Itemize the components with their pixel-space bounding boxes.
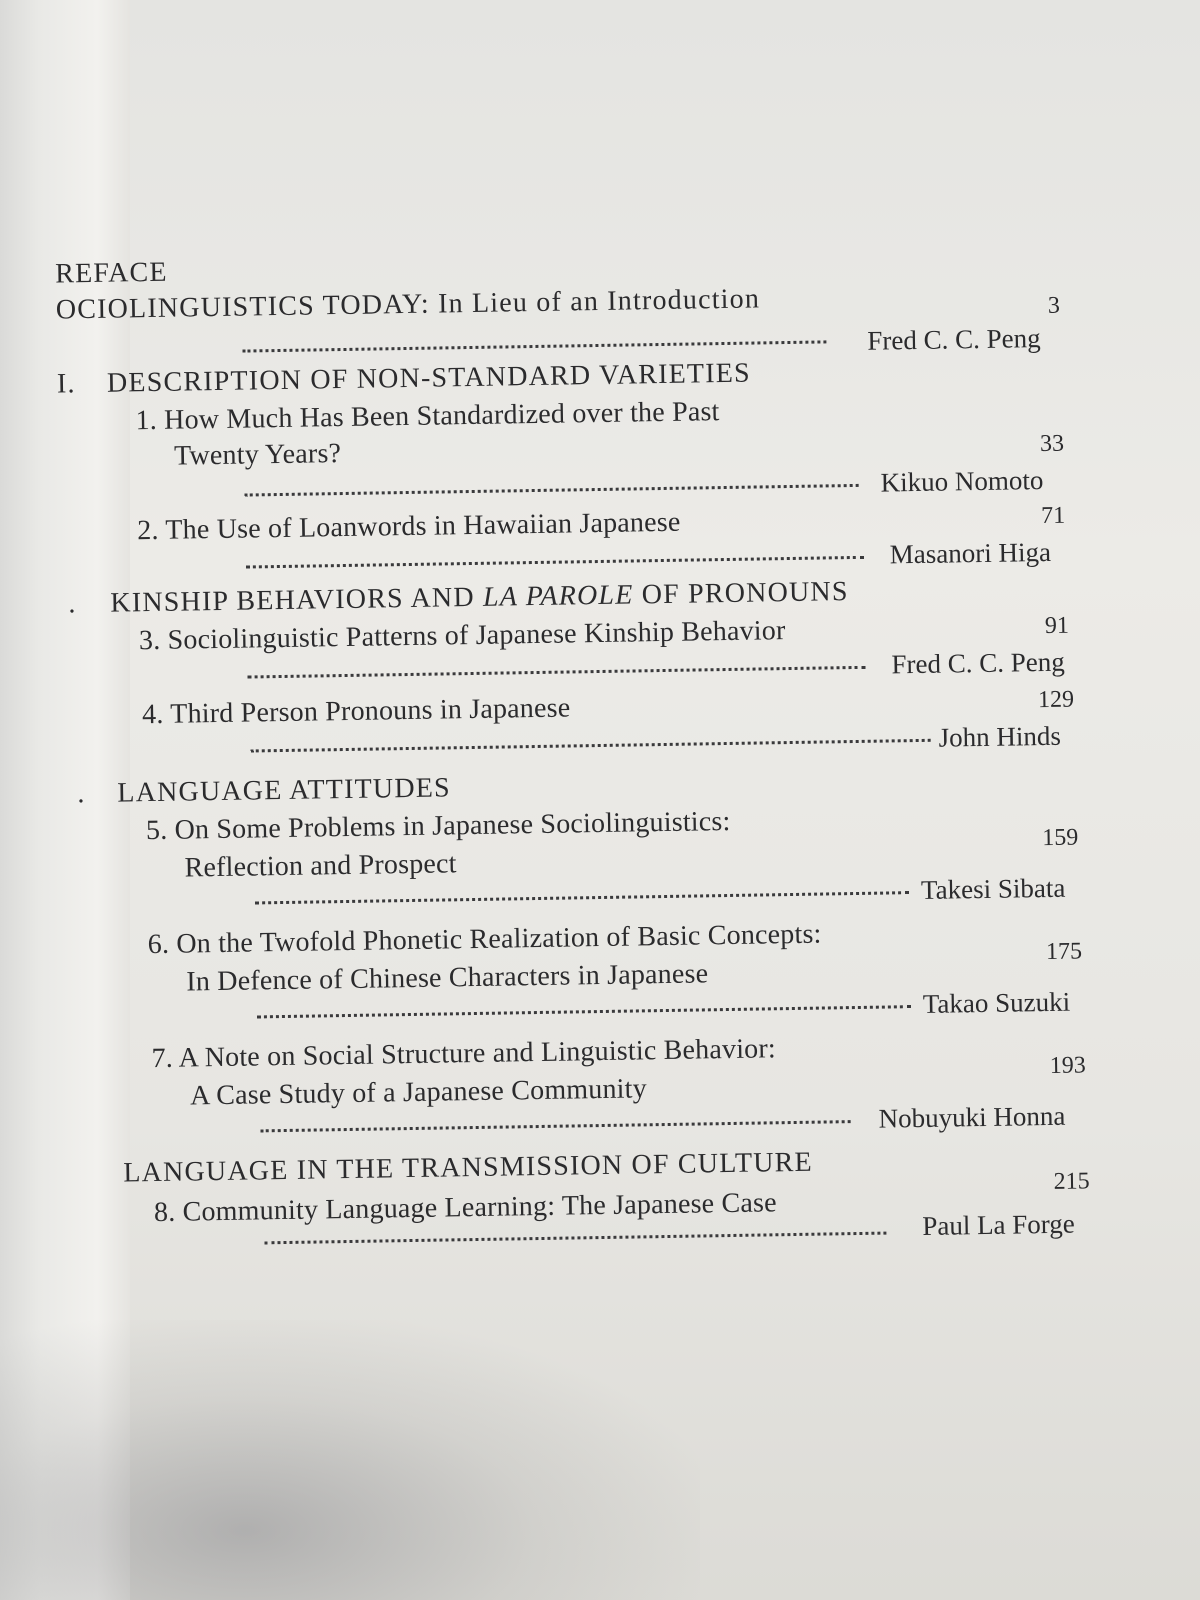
chapter-4-page: 129 <box>1037 686 1075 714</box>
chapter-3-leader-dots <box>248 662 866 679</box>
chapter-3-page: 91 <box>1044 612 1070 640</box>
chapter-1-leader-dots <box>245 480 859 497</box>
chapter-1-title: 1. How Much Has Been Standardized over the Past <box>135 396 720 437</box>
chapter-5-title-line2: Reflection and Prospect <box>184 848 457 884</box>
part-3-title: LANGUAGE ATTITUDES <box>117 772 452 809</box>
chapter-6-title-line2: In Defence of Chinese Characters in Japanese <box>186 958 709 998</box>
chapter-6-page: 175 <box>1045 938 1083 966</box>
chapter-8-title: 8. Community Language Learning: The Japanese Case <box>153 1187 777 1229</box>
chapter-4-author: John Hinds <box>938 720 1062 753</box>
intro-author: Fred C. C. Peng <box>867 323 1041 356</box>
chapter-8-leader-dots <box>264 1228 886 1245</box>
chapter-1-page: 33 <box>1039 430 1065 458</box>
chapter-5-page: 159 <box>1042 824 1079 852</box>
preface-heading: REFACE <box>54 256 168 290</box>
chapter-7-title: 7. A Note on Social Structure and Linguistic Behavior: <box>151 1033 777 1075</box>
chapter-8-page: 215 <box>1053 1168 1090 1195</box>
chapter-6-leader-dots <box>257 1001 911 1018</box>
chapter-6-title: 6. On the Twofold Phonetic Realization of Basic Concepts: <box>147 918 822 961</box>
chapter-7-page: 193 <box>1049 1052 1087 1079</box>
chapter-8-author: Paul La Forge <box>922 1208 1076 1242</box>
chapter-5-title: 5. On Some Problems in Japanese Sociolinguistics: <box>145 805 731 847</box>
part-4-title: LANGUAGE IN THE TRANSMISSION OF CULTURE <box>123 1146 814 1189</box>
chapter-1-author: Kikuo Nomoto <box>880 465 1044 498</box>
chapter-2-page: 71 <box>1040 502 1066 530</box>
chapter-1-title-line2: Twenty Years? <box>173 438 342 472</box>
part-2-numeral: . <box>68 588 77 620</box>
chapter-5-author: Takesi Sibata <box>920 872 1066 905</box>
chapter-7-title-line2: A Case Study of a Japanese Community <box>189 1073 648 1112</box>
chapter-7-leader-dots <box>261 1116 851 1132</box>
part-1-title: DESCRIPTION OF NON-STANDARD VARIETIES <box>106 357 752 399</box>
part-2-title-italic: LA PAROLE <box>482 579 634 613</box>
chapter-2-title: 2. The Use of Loanwords in Hawaiian Japanese <box>137 506 681 547</box>
chapter-5-leader-dots <box>255 887 909 904</box>
chapter-3-author: Fred C. C. Peng <box>891 646 1065 680</box>
chapter-2-leader-dots <box>246 552 864 569</box>
part-1-numeral: I. <box>56 368 76 400</box>
part-3-numeral: . <box>77 778 86 810</box>
intro-leader-dots <box>242 336 826 352</box>
part-2-title <box>110 576 849 620</box>
chapter-6-author: Takao Suzuki <box>922 986 1071 1019</box>
part-2-title-pre: KINSHIP BEHAVIORS AND <box>110 581 484 619</box>
intro-page: 3 <box>1047 292 1061 319</box>
chapter-4-title: 4. Third Person Pronouns in Japanese <box>141 692 571 731</box>
part-2-title-post: OF PRONOUNS <box>633 576 849 611</box>
chapter-2-author: Masanori Higa <box>889 536 1052 570</box>
chapter-7-author: Nobuyuki Honna <box>878 1100 1066 1134</box>
chapter-3-title: 3. Sociolinguistic Patterns of Japanese Kinship Behavior <box>138 615 786 657</box>
intro-title: OCIOLINGUISTICS TODAY: In Lieu of an Introduction <box>55 283 761 326</box>
chapter-4-leader-dots <box>251 735 931 753</box>
